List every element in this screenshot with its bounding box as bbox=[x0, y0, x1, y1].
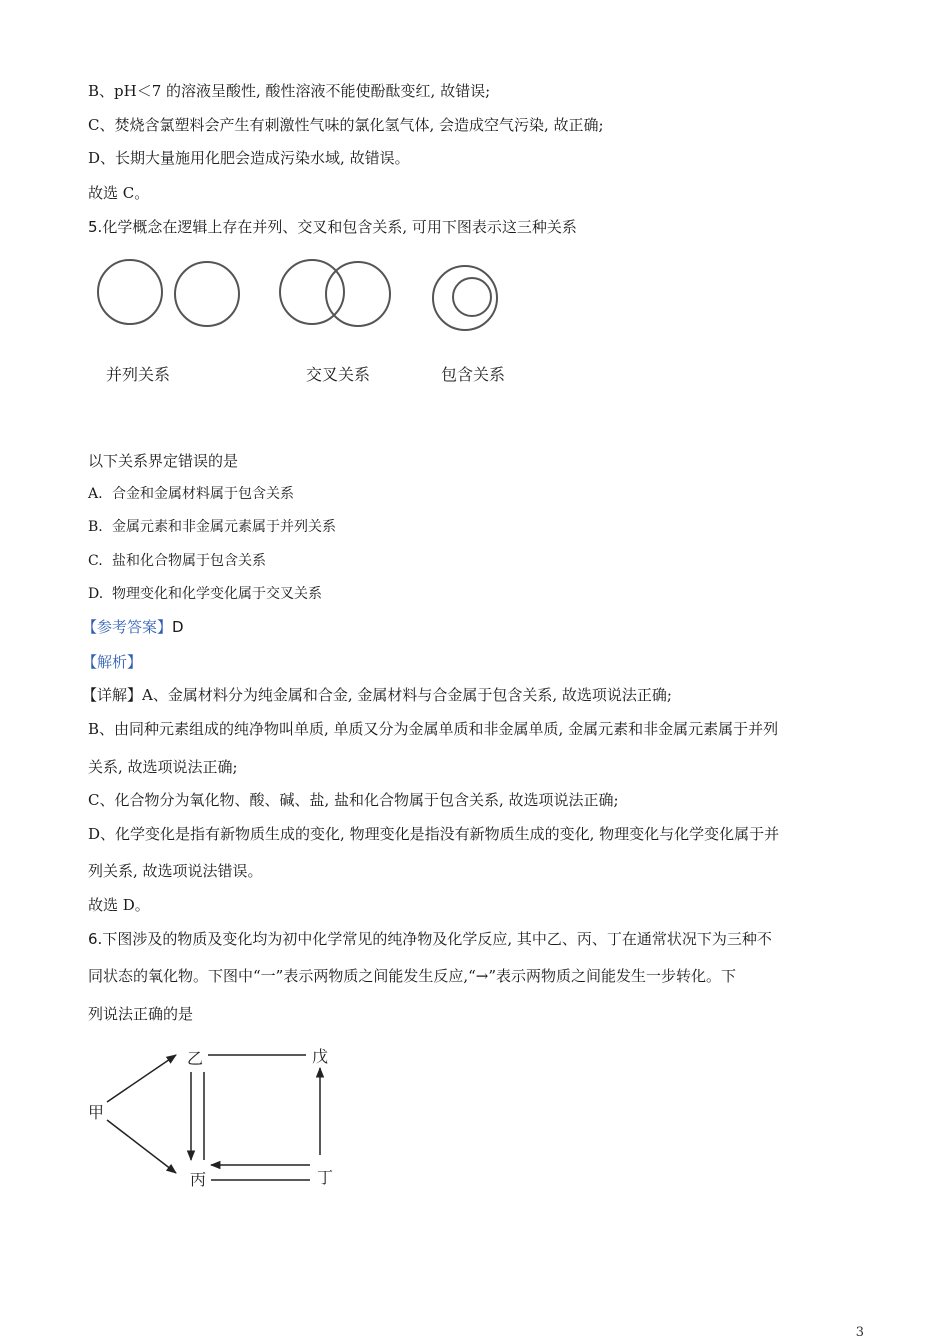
contain-circle-inner bbox=[453, 278, 491, 316]
option-a-text: 合金和金属材料属于包含关系 bbox=[112, 486, 294, 502]
option-b-text: 金属元素和非金属元素属于并列关系 bbox=[112, 519, 336, 535]
node-ding: 丁 bbox=[317, 1168, 334, 1187]
parallel-circle-left bbox=[98, 260, 162, 324]
relation-circles-figure bbox=[90, 252, 510, 342]
detail-a-text: A、金属材料分为纯金属和合金, 金属材料与合金属于包含关系, 故选项说法正确; bbox=[142, 686, 672, 704]
option-d bbox=[88, 584, 322, 604]
detail-b-line1: B、由同种元素组成的纯净物叫单质, 单质又分为金属单质和非金属单质, 金属元素和非金属元素属于并列 bbox=[88, 720, 779, 738]
node-yi: 乙 bbox=[187, 1049, 204, 1068]
analysis-label: 【解析】 bbox=[82, 653, 143, 671]
label-contain: 包含关系 bbox=[441, 365, 506, 384]
option-a bbox=[88, 484, 294, 504]
line-d: D、长期大量施用化肥会造成污染水域, 故错误。 bbox=[88, 149, 410, 167]
detail-c: C、化合物分为氧化物、酸、碱、盐, 盐和化合物属于包含关系, 故选项说法正确; bbox=[88, 791, 619, 809]
q6-stem-line1 bbox=[88, 929, 772, 949]
detail-d-line1: D、化学变化是指有新物质生成的变化, 物理变化是指没有新物质生成的变化, 物理变化与化学变化属于并 bbox=[88, 825, 780, 843]
option-b-key: B. bbox=[88, 519, 103, 535]
option-c-text: 盐和化合物属于包含关系 bbox=[112, 553, 266, 569]
q5-stem bbox=[88, 217, 577, 237]
line-c: C、焚烧含氯塑料会产生有刺激性气味的氯化氢气体, 会造成空气污染, 故正确; bbox=[88, 116, 604, 134]
q6-stem-line3: 列说法正确的是 bbox=[88, 1005, 194, 1023]
line-conclusion: 故选 C。 bbox=[88, 184, 150, 202]
q5-number: 5. bbox=[88, 218, 103, 236]
line-b: B、pH＜7 的溶液呈酸性, 酸性溶液不能使酚酞变红, 故错误; bbox=[88, 82, 491, 100]
answer-value: D bbox=[172, 618, 184, 636]
q6-stem-text1: 下图涉及的物质及变化均为初中化学常见的纯净物及化学反应, 其中乙、丙、丁在通常状况下为三种不 bbox=[102, 930, 772, 948]
option-d-text: 物理变化和化学变化属于交叉关系 bbox=[112, 586, 322, 602]
detail-a bbox=[82, 685, 672, 705]
option-a-key: A. bbox=[88, 486, 103, 502]
answer-label: 【参考答案】 bbox=[82, 618, 173, 636]
q5-conclusion: 故选 D。 bbox=[88, 896, 150, 914]
edge-jia-bing bbox=[107, 1120, 176, 1173]
option-b bbox=[88, 517, 336, 537]
q5-prompt: 以下关系界定错误的是 bbox=[88, 452, 239, 470]
detail-d-line2: 列关系, 故选项说法错误。 bbox=[88, 862, 263, 880]
label-parallel: 并列关系 bbox=[106, 365, 171, 384]
contain-circle-outer bbox=[433, 266, 497, 330]
page-number: 3 bbox=[855, 1325, 864, 1340]
option-c-key: C. bbox=[88, 553, 103, 569]
cross-circle-right bbox=[326, 262, 390, 326]
node-jia: 甲 bbox=[88, 1103, 105, 1122]
detail-b-line2: 关系, 故选项说法正确; bbox=[88, 758, 238, 776]
node-bing: 丙 bbox=[190, 1170, 207, 1189]
answer-line bbox=[82, 617, 184, 637]
parallel-circle-right bbox=[175, 262, 239, 326]
edge-jia-yi bbox=[107, 1055, 176, 1102]
detail-label: 【详解】 bbox=[82, 686, 143, 704]
node-wu: 戊 bbox=[312, 1047, 329, 1066]
option-c bbox=[88, 551, 266, 571]
option-d-key: D. bbox=[88, 586, 104, 602]
q6-number: 6. bbox=[88, 930, 103, 948]
q5-stem-text: 化学概念在逻辑上存在并列、交叉和包含关系, 可用下图表示这三种关系 bbox=[102, 218, 577, 236]
q6-stem-line2: 同状态的氧化物。下图中“一”表示两物质之间能发生反应,“→”表示两物质之间能发生一步转化。下 bbox=[88, 967, 737, 985]
label-cross: 交叉关系 bbox=[306, 365, 371, 384]
